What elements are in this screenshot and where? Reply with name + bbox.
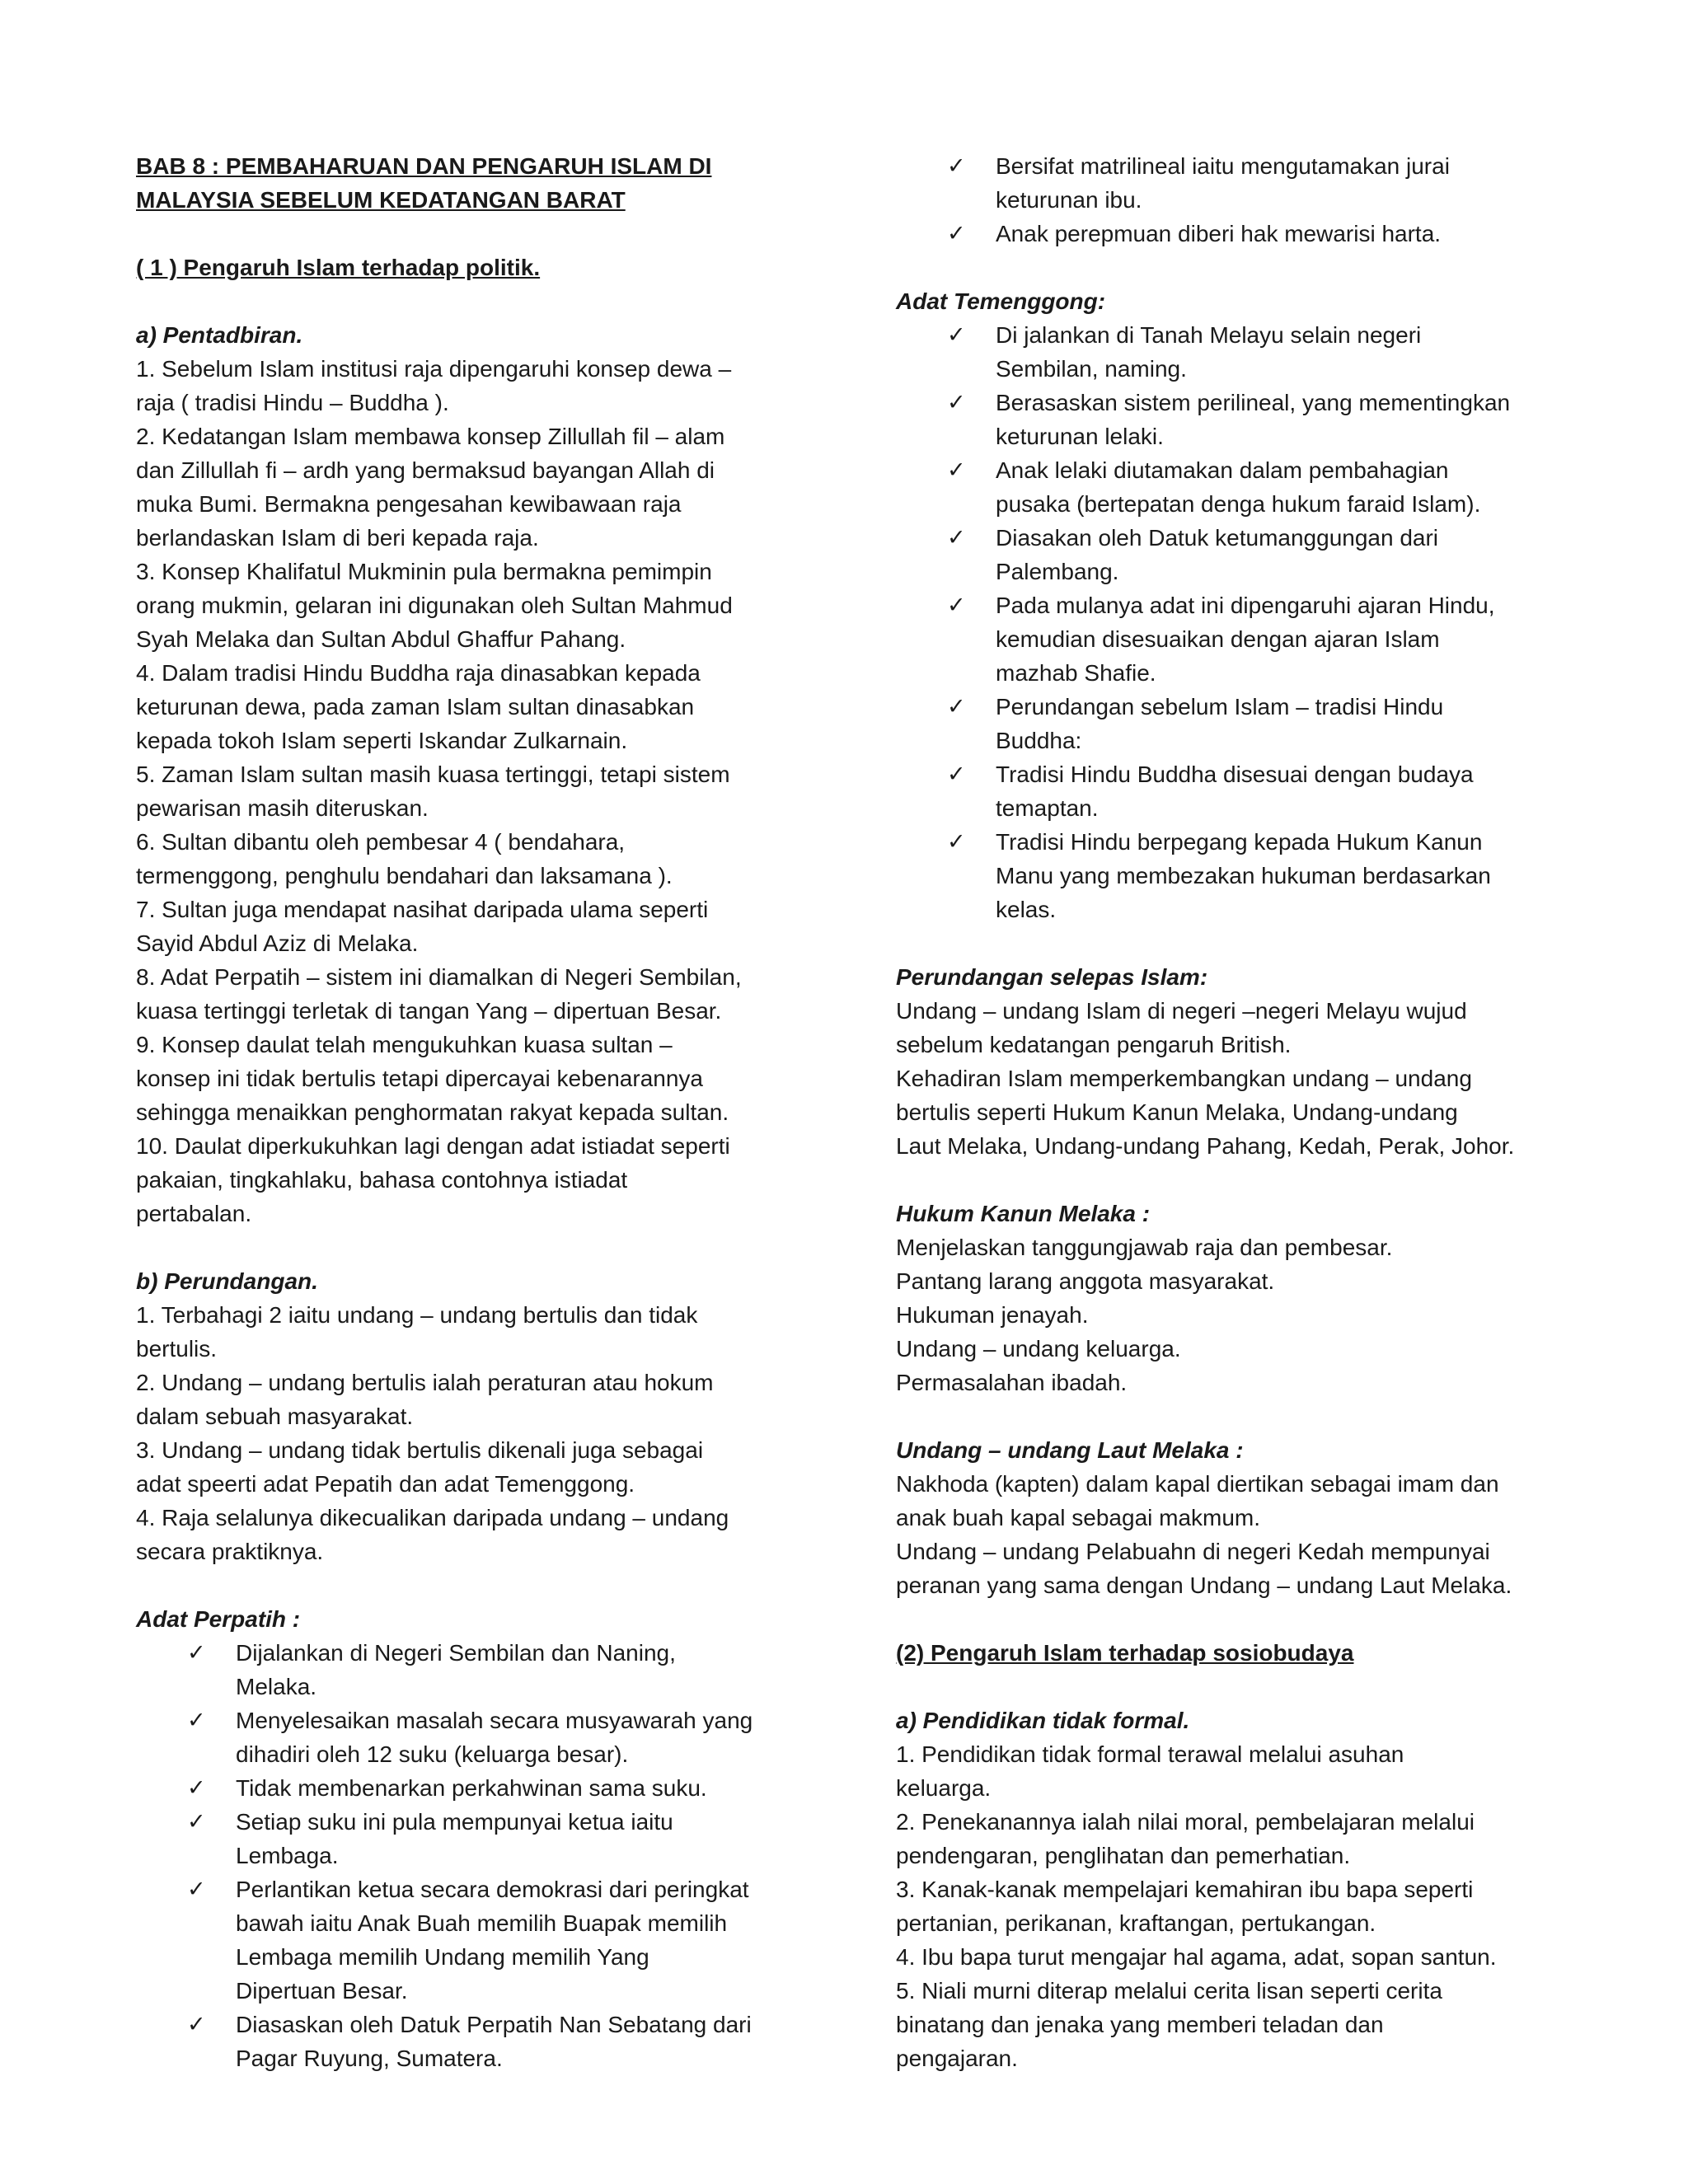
list-item-text: temaptan. bbox=[996, 795, 1099, 821]
text-line: Pantang larang anggota masyarakat. bbox=[896, 1268, 1275, 1294]
checkmark-icon: ✓ bbox=[187, 1775, 206, 1801]
undang-laut-melaka-heading: Undang – undang Laut Melaka : bbox=[896, 1437, 1244, 1463]
text-line: 6. Sultan dibantu oleh pembesar 4 ( bendahara, bbox=[136, 829, 626, 855]
checkmark-icon: ✓ bbox=[947, 762, 966, 787]
list-item-text: mazhab Shafie. bbox=[996, 660, 1156, 686]
adat-temenggong-heading: Adat Temenggong: bbox=[896, 288, 1106, 314]
text-line: raja ( tradisi Hindu – Buddha ). bbox=[136, 390, 449, 415]
text-line: 3. Undang – undang tidak bertulis dikenali juga sebagai bbox=[136, 1437, 704, 1463]
text-line: 1. Terbahagi 2 iaitu undang – undang bertulis dan tidak bbox=[136, 1302, 698, 1328]
checkmark-icon: ✓ bbox=[947, 525, 966, 551]
checkmark-icon: ✓ bbox=[947, 221, 966, 246]
list-item-text: Di jalankan di Tanah Melayu selain negeri bbox=[996, 322, 1422, 348]
section-2-heading: (2) Pengaruh Islam terhadap sosiobudaya bbox=[896, 1640, 1354, 1666]
adat-perpatih-list-continued bbox=[896, 149, 1580, 251]
text-line: pengajaran. bbox=[896, 2046, 1018, 2071]
list-item-text: Anak lelaki diutamakan dalam pembahagian bbox=[996, 457, 1449, 483]
pendidikan-tidak-formal-text bbox=[896, 1737, 1580, 2075]
checkmark-icon: ✓ bbox=[947, 390, 966, 415]
text-line: bertulis. bbox=[136, 1336, 218, 1361]
list-item-text: Palembang. bbox=[996, 559, 1119, 584]
list-item-text: dihadiri oleh 12 suku (keluarga besar). bbox=[236, 1741, 629, 1767]
hukum-kanun-melaka-text bbox=[896, 1230, 1580, 1399]
text-line: kepada tokoh Islam seperti Iskandar Zulkarnain. bbox=[136, 728, 628, 753]
text-line: Laut Melaka, Undang-undang Pahang, Kedah, Perak, Johor. bbox=[896, 1133, 1515, 1159]
perundangan-selepas-islam-text bbox=[896, 994, 1580, 1163]
checkmark-icon: ✓ bbox=[947, 694, 966, 719]
list-item-text: Sembilan, naming. bbox=[996, 356, 1187, 382]
list-item bbox=[896, 386, 1580, 453]
adat-perpatih-heading: Adat Perpatih : bbox=[136, 1606, 301, 1632]
pentadbiran-text bbox=[136, 352, 820, 1230]
text-line: anak buah kapal sebagai makmum. bbox=[896, 1505, 1261, 1530]
text-line: 9. Konsep daulat telah mengukuhkan kuasa sultan – bbox=[136, 1032, 673, 1057]
list-item-text: Bersifat matrilineal iaitu mengutamakan jurai bbox=[996, 153, 1450, 179]
list-item bbox=[896, 825, 1580, 926]
list-item bbox=[896, 453, 1580, 521]
text-line: 4. Raja selalunya dikecualikan daripada undang – undang bbox=[136, 1505, 729, 1530]
list-item bbox=[896, 318, 1580, 386]
text-line: keluarga. bbox=[896, 1775, 992, 1801]
perundangan-selepas-islam-heading: Perundangan selepas Islam: bbox=[896, 964, 1208, 990]
text-line: 4. Dalam tradisi Hindu Buddha raja dinasabkan kepada bbox=[136, 660, 701, 686]
list-item bbox=[896, 149, 1580, 217]
text-line: 2. Undang – undang bertulis ialah peraturan atau hokum bbox=[136, 1370, 714, 1395]
text-line: Undang – undang Pelabuahn di negeri Kedah mempunyai bbox=[896, 1539, 1490, 1564]
text-line: berlandaskan Islam di beri kepada raja. bbox=[136, 525, 539, 551]
text-line: 2. Penekanannya ialah nilai moral, pembelajaran melalui bbox=[896, 1809, 1475, 1835]
list-item bbox=[896, 690, 1580, 757]
text-line: Hukuman jenayah. bbox=[896, 1302, 1089, 1328]
list-item-text: Menyelesaikan masalah secara musyawarah yang bbox=[236, 1708, 753, 1733]
list-item-text: Perlantikan ketua secara demokrasi dari peringkat bbox=[236, 1877, 749, 1902]
section-1-heading: ( 1 ) Pengaruh Islam terhadap politik. bbox=[136, 255, 541, 280]
list-item-text: Manu yang membezakan hukuman berdasarkan bbox=[996, 863, 1491, 888]
text-line: binatang dan jenaka yang memberi teladan dan bbox=[896, 2012, 1384, 2037]
list-item-text: Dijalankan di Negeri Sembilan dan Naning, bbox=[236, 1640, 676, 1666]
text-line: Menjelaskan tanggungjawab raja dan pembesar. bbox=[896, 1235, 1393, 1260]
text-line: bertulis seperti Hukum Kanun Melaka, Undang-undang bbox=[896, 1099, 1458, 1125]
list-item-text: Tradisi Hindu berpegang kepada Hukum Kanun bbox=[996, 829, 1483, 855]
list-item-text: Tidak membenarkan perkahwinan sama suku. bbox=[236, 1775, 707, 1801]
text-line: 4. Ibu bapa turut mengajar hal agama, adat, sopan santun. bbox=[896, 1944, 1497, 1970]
text-line: Undang – undang Islam di negeri –negeri Melayu wujud bbox=[896, 998, 1467, 1024]
text-line: pertabalan. bbox=[136, 1201, 252, 1226]
text-line: sebelum kedatangan pengaruh British. bbox=[896, 1032, 1292, 1057]
text-line: 3. Kanak-kanak mempelajari kemahiran ibu bapa seperti bbox=[896, 1877, 1474, 1902]
list-item-text: Lembaga. bbox=[236, 1843, 339, 1868]
left-column bbox=[136, 149, 820, 2075]
perundangan-heading: b) Perundangan. bbox=[136, 1268, 318, 1294]
list-item-text: keturunan lelaki. bbox=[996, 424, 1164, 449]
text-line: 1. Pendidikan tidak formal terawal melalui asuhan bbox=[896, 1741, 1404, 1767]
text-line: 5. Zaman Islam sultan masih kuasa tertinggi, tetapi sistem bbox=[136, 762, 730, 787]
list-item bbox=[136, 1771, 820, 1805]
list-item bbox=[136, 1704, 820, 1771]
text-line: kuasa tertinggi terletak di tangan Yang – dipertuan Besar. bbox=[136, 998, 722, 1024]
text-line: sehingga menaikkan penghormatan rakyat kepada sultan. bbox=[136, 1099, 729, 1125]
text-line: Sayid Abdul Aziz di Melaka. bbox=[136, 930, 419, 956]
text-line: 8. Adat Perpatih – sistem ini diamalkan di Negeri Sembilan, bbox=[136, 964, 742, 990]
list-item-text: Setiap suku ini pula mempunyai ketua iaitu bbox=[236, 1809, 673, 1835]
list-item bbox=[896, 588, 1580, 690]
list-item-text: Perundangan sebelum Islam – tradisi Hindu bbox=[996, 694, 1444, 719]
list-item bbox=[896, 217, 1580, 251]
text-line: pertanian, perikanan, kraftangan, pertukangan. bbox=[896, 1910, 1376, 1936]
text-line: 7. Sultan juga mendapat nasihat daripada ulama seperti bbox=[136, 897, 709, 922]
text-line: muka Bumi. Bermakna pengesahan kewibawaan raja bbox=[136, 491, 682, 517]
list-item-text: pusaka (bertepatan denga hukum faraid Islam). bbox=[996, 491, 1481, 517]
list-item-text: Anak perepmuan diberi hak mewarisi harta. bbox=[996, 221, 1442, 246]
list-item-text: Tradisi Hindu Buddha disesuai dengan budaya bbox=[996, 762, 1474, 787]
text-line: Kehadiran Islam memperkembangkan undang – undang bbox=[896, 1066, 1472, 1091]
checkmark-icon: ✓ bbox=[947, 829, 966, 855]
text-line: peranan yang sama dengan Undang – undang Laut Melaka. bbox=[896, 1572, 1512, 1598]
text-line: 10. Daulat diperkukuhkan lagi dengan adat istiadat seperti bbox=[136, 1133, 730, 1159]
checkmark-icon: ✓ bbox=[187, 1809, 206, 1835]
checkmark-icon: ✓ bbox=[187, 1640, 206, 1666]
perundangan-text bbox=[136, 1298, 820, 1568]
text-line: Syah Melaka dan Sultan Abdul Ghaffur Pahang. bbox=[136, 626, 626, 652]
list-item-text: Lembaga memilih Undang memilih Yang bbox=[236, 1944, 649, 1970]
list-item-text: Dipertuan Besar. bbox=[236, 1978, 408, 2004]
text-line: 2. Kedatangan Islam membawa konsep Zillullah fil – alam bbox=[136, 424, 725, 449]
text-line: orang mukmin, gelaran ini digunakan oleh Sultan Mahmud bbox=[136, 593, 733, 618]
text-line: dan Zillullah fi – ardh yang bermaksud bayangan Allah di bbox=[136, 457, 715, 483]
list-item bbox=[136, 1805, 820, 1872]
list-item-text: bawah iaitu Anak Buah memilih Buapak memilih bbox=[236, 1910, 728, 1936]
list-item bbox=[136, 1636, 820, 1704]
right-column bbox=[896, 149, 1580, 2075]
document-title-line-1: BAB 8 : PEMBAHARUAN DAN PENGARUH ISLAM DI bbox=[136, 153, 712, 179]
list-item-text: Pagar Ruyung, Sumatera. bbox=[236, 2046, 503, 2071]
text-line: termenggong, penghulu bendahari dan laksamana ). bbox=[136, 863, 673, 888]
text-line: Undang – undang keluarga. bbox=[896, 1336, 1181, 1361]
text-line: 1. Sebelum Islam institusi raja dipengaruhi konsep dewa – bbox=[136, 356, 732, 382]
list-item-text: Berasaskan sistem perilineal, yang mementingkan bbox=[996, 390, 1511, 415]
document-title-line-2: MALAYSIA SEBELUM KEDATANGAN BARAT bbox=[136, 187, 626, 213]
text-line: 3. Konsep Khalifatul Mukminin pula bermakna pemimpin bbox=[136, 559, 712, 584]
list-item-text: kelas. bbox=[996, 897, 1057, 922]
undang-laut-melaka-text bbox=[896, 1467, 1580, 1602]
pentadbiran-heading: a) Pentadbiran. bbox=[136, 322, 303, 348]
text-line: Nakhoda (kapten) dalam kapal diertikan sebagai imam dan bbox=[896, 1471, 1499, 1497]
checkmark-icon: ✓ bbox=[947, 322, 966, 348]
text-line: Permasalahan ibadah. bbox=[896, 1370, 1128, 1395]
text-line: keturunan dewa, pada zaman Islam sultan dinasabkan bbox=[136, 694, 695, 719]
list-item bbox=[896, 521, 1580, 588]
text-line: pakaian, tingkahlaku, bahasa contohnya istiadat bbox=[136, 1167, 628, 1193]
text-line: pewarisan masih diteruskan. bbox=[136, 795, 429, 821]
list-item-text: Pada mulanya adat ini dipengaruhi ajaran Hindu, bbox=[996, 593, 1495, 618]
checkmark-icon: ✓ bbox=[187, 1877, 206, 1902]
checkmark-icon: ✓ bbox=[187, 2012, 206, 2037]
pendidikan-tidak-formal-heading: a) Pendidikan tidak formal. bbox=[896, 1708, 1190, 1733]
adat-perpatih-list bbox=[136, 1636, 820, 2075]
text-line: adat speerti adat Pepatih dan adat Temenggong. bbox=[136, 1471, 635, 1497]
checkmark-icon: ✓ bbox=[187, 1708, 206, 1733]
list-item bbox=[896, 757, 1580, 825]
list-item-text: kemudian disesuaikan dengan ajaran Islam bbox=[996, 626, 1440, 652]
list-item-text: Melaka. bbox=[236, 1674, 317, 1699]
checkmark-icon: ✓ bbox=[947, 457, 966, 483]
checkmark-icon: ✓ bbox=[947, 593, 966, 618]
text-line: pendengaran, penglihatan dan pemerhatian. bbox=[896, 1843, 1351, 1868]
checkmark-icon: ✓ bbox=[947, 153, 966, 179]
list-item-text: Buddha: bbox=[996, 728, 1082, 753]
adat-temenggong-list bbox=[896, 318, 1580, 926]
list-item-text: keturunan ibu. bbox=[996, 187, 1142, 213]
text-line: 5. Niali murni diterap melalui cerita lisan seperti cerita bbox=[896, 1978, 1442, 2004]
text-line: dalam sebuah masyarakat. bbox=[136, 1404, 414, 1429]
list-item-text: Diasakan oleh Datuk ketumanggungan dari bbox=[996, 525, 1439, 551]
list-item-text: Diasaskan oleh Datuk Perpatih Nan Sebatang dari bbox=[236, 2012, 752, 2037]
text-line: konsep ini tidak bertulis tetapi dipercayai kebenarannya bbox=[136, 1066, 703, 1091]
list-item bbox=[136, 2008, 820, 2075]
text-line: secara praktiknya. bbox=[136, 1539, 324, 1564]
hukum-kanun-melaka-heading: Hukum Kanun Melaka : bbox=[896, 1201, 1151, 1226]
list-item bbox=[136, 1872, 820, 2008]
